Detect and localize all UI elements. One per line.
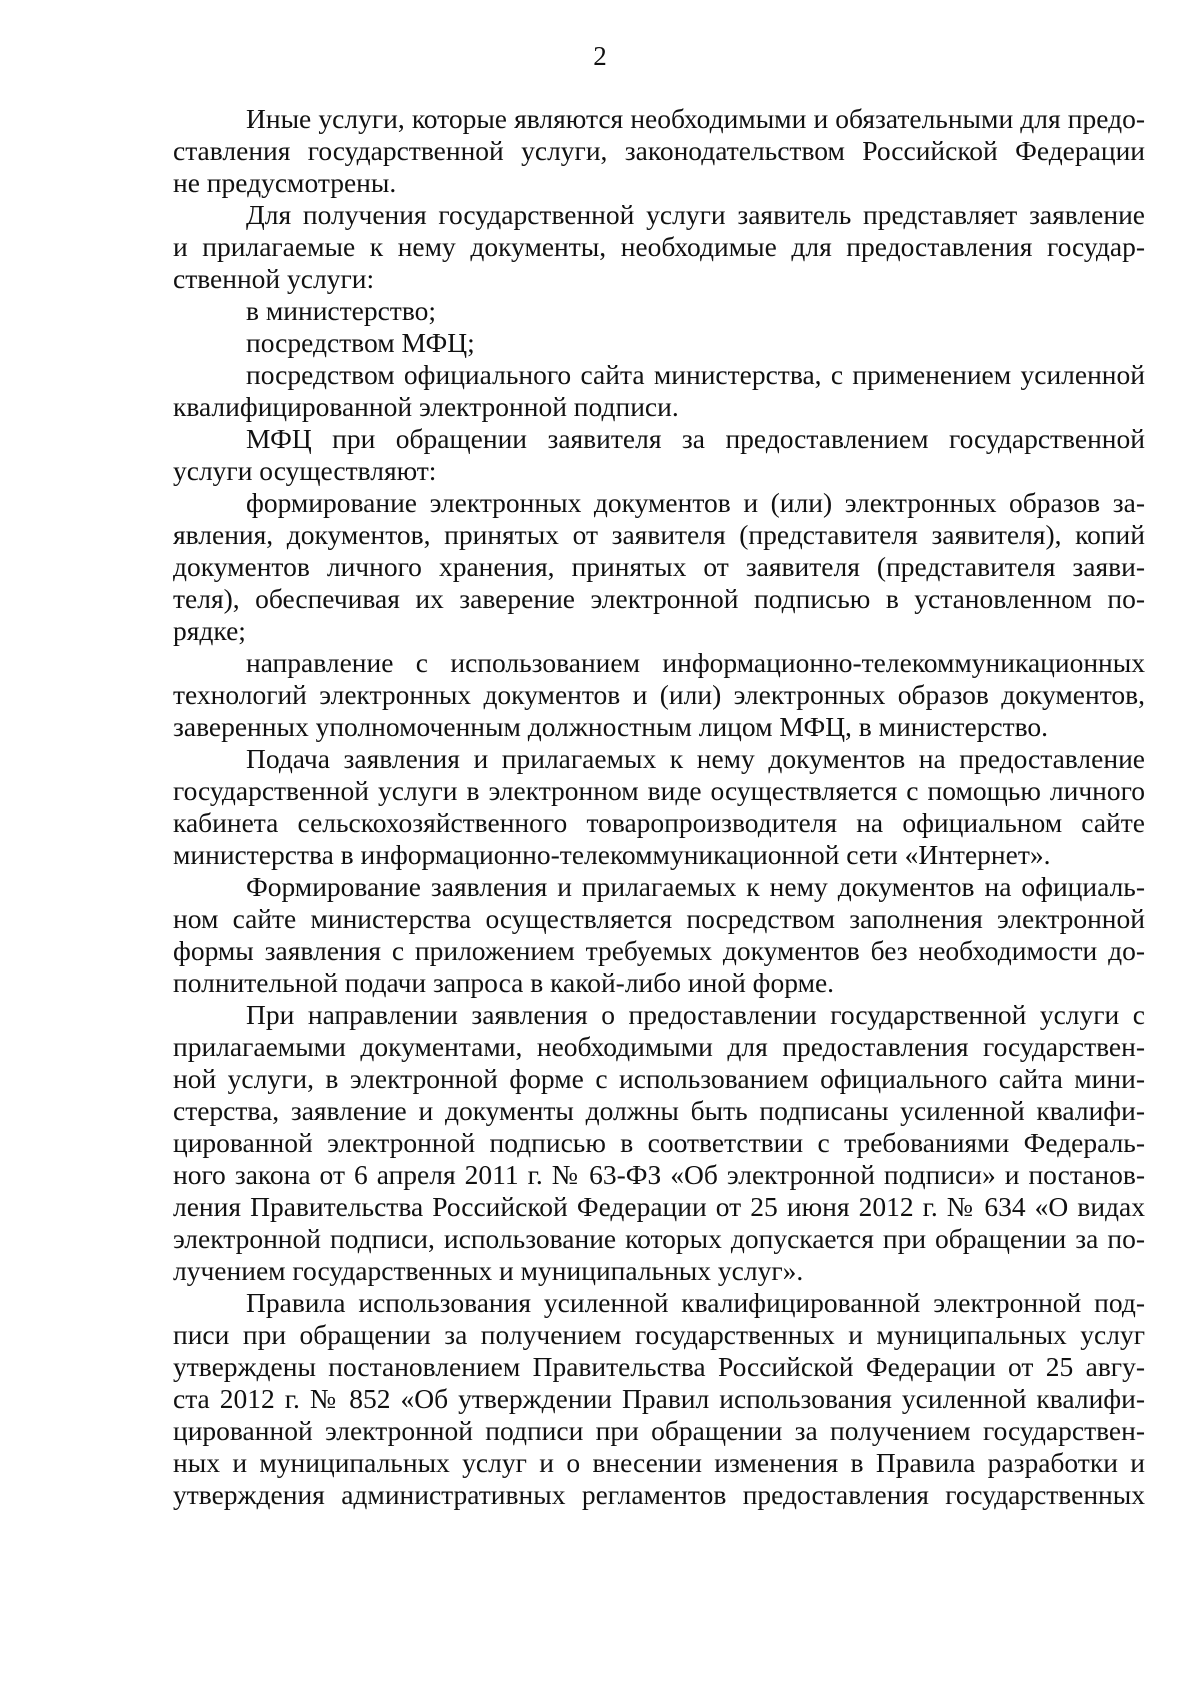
text-line: Правила использования усиленной квалифицированной электронной под-	[246, 1287, 1145, 1318]
text-line: ной услуги, в электронной форме с использованием официального сайта мини-	[173, 1063, 1145, 1094]
text-line: посредством официального сайта министерства, с применением усиленной	[246, 359, 1145, 390]
text-line: утверждены постановлением Правительства Российской Федерации от 25 авгу-	[173, 1351, 1145, 1382]
text-line: посредством МФЦ;	[246, 327, 475, 358]
text-line: рядке;	[173, 615, 246, 646]
text-line: заверенных уполномоченным должностным лицом МФЦ, в министерство.	[173, 711, 1049, 742]
text-line: в министерство;	[246, 295, 437, 326]
text-line: ставления государственной услуги, законодательством Российской Федерации	[173, 135, 1145, 166]
text-line: стерства, заявление и документы должны быть подписаны усиленной квалифи-	[173, 1095, 1145, 1126]
text-line: ста 2012 г. № 852 «Об утверждении Правил использования усиленной квалифи-	[173, 1383, 1145, 1414]
text-line: утверждения административных регламентов предоставления государственных	[173, 1479, 1145, 1510]
text-line: Для получения государственной услуги заявитель представляет заявление	[246, 199, 1145, 230]
text-line: ных и муниципальных услуг и о внесении изменения в Правила разработки и	[173, 1447, 1145, 1478]
text-line: При направлении заявления о предоставлении государственной услуги с	[246, 999, 1145, 1030]
text-line: и прилагаемые к нему документы, необходимые для предоставления государ-	[173, 231, 1145, 262]
text-line: ственной услуги:	[173, 263, 375, 294]
text-line: технологий электронных документов и (или) электронных образов документов,	[173, 679, 1145, 710]
text-line: прилагаемыми документами, необходимыми для предоставления государствен-	[173, 1031, 1145, 1062]
text-line: Иные услуги, которые являются необходимыми и обязательными для предо-	[246, 103, 1145, 134]
text-line: цированной электронной подписью в соответствии с требованиями Федераль-	[173, 1127, 1145, 1158]
text-line: ления Правительства Российской Федерации от 25 июня 2012 г. № 634 «О видах	[173, 1191, 1145, 1222]
text-line: ного закона от 6 апреля 2011 г. № 63-ФЗ «Об электронной подписи» и постанов-	[173, 1159, 1145, 1190]
text-line: направление с использованием информационно-телекоммуникационных	[246, 647, 1145, 678]
text-line: формы заявления с приложением требуемых документов без необходимости до-	[173, 935, 1145, 966]
text-line: квалифицированной электронной подписи.	[173, 391, 679, 422]
text-line: цированной электронной подписи при обращении за получением государствен-	[173, 1415, 1145, 1446]
text-line: писи при обращении за получением государственных и муниципальных услуг	[173, 1319, 1145, 1350]
text-line: электронной подписи, использование которых допускается при обращении за по-	[173, 1223, 1145, 1254]
text-line: ном сайте министерства осуществляется посредством заполнения электронной	[173, 903, 1145, 934]
text-line: не предусмотрены.	[173, 167, 397, 198]
text-line: формирование электронных документов и (или) электронных образов за-	[246, 487, 1145, 518]
text-line: МФЦ при обращении заявителя за предоставлением государственной	[246, 423, 1145, 454]
text-line: явления, документов, принятых от заявителя (представителя заявителя), копий	[173, 519, 1145, 550]
text-line: Подача заявления и прилагаемых к нему документов на предоставление	[246, 743, 1145, 774]
text-line: услуги осуществляют:	[173, 455, 437, 486]
document-body	[173, 103, 1145, 1511]
text-line: государственной услуги в электронном виде осуществляется с помощью личного	[173, 775, 1145, 806]
text-line: министерства в информационно-телекоммуникационной сети «Интернет».	[173, 839, 1051, 870]
text-line: Формирование заявления и прилагаемых к нему документов на официаль-	[246, 871, 1145, 902]
text-line: теля), обеспечивая их заверение электронной подписью в установленном по-	[173, 583, 1145, 614]
text-line: лучением государственных и муниципальных услуг».	[173, 1255, 804, 1286]
text-line: полнительной подачи запроса в какой-либо иной форме.	[173, 967, 835, 998]
text-line: документов личного хранения, принятых от заявителя (представителя заяви-	[173, 551, 1145, 582]
page-number: 2	[593, 41, 607, 71]
text-line: кабинета сельскохозяйственного товаропроизводителя на официальном сайте	[173, 807, 1145, 838]
